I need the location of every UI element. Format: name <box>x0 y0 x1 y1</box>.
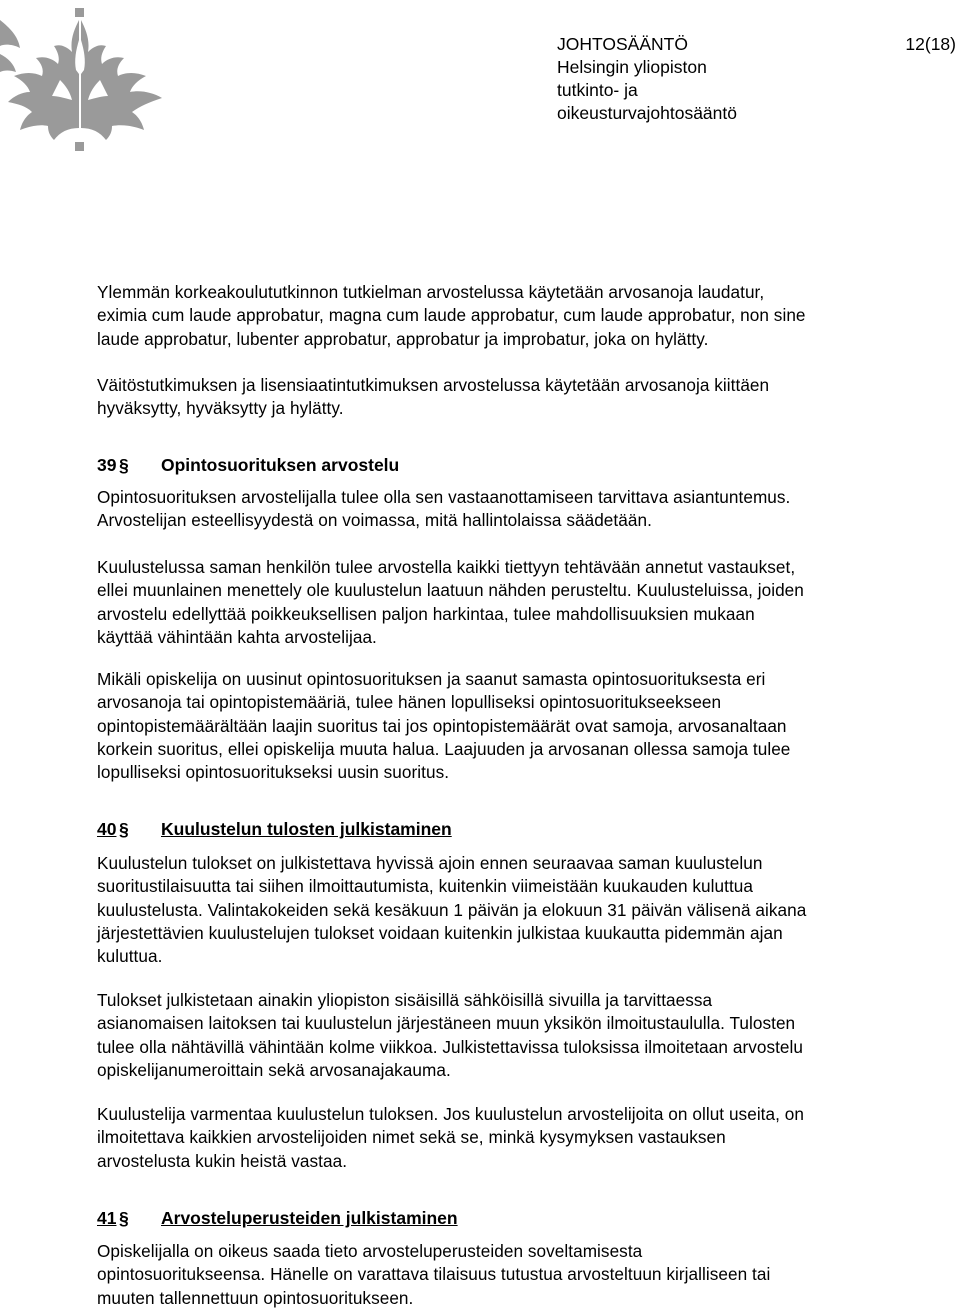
paragraph-examiner-verification: Kuulustelija varmentaa kuulustelun tuloksen. Jos kuulustelun arvostelijoita on ollut useita, on ilmoitettava kaikkien arvostelijoiden nimet sekä se, minkä kysymyksen vastauksen arvostelusta kukin heistä vastaa. <box>97 1104 804 1171</box>
page-number: 12(18) <box>905 34 956 54</box>
paragraph-grades-dissertation: Väitöstutkimuksen ja lisensiaatintutkimuksen arvostelussa käytetään arvosanoja kiittäen hyväksytty, hyväksytty ja hylätty. <box>97 375 770 419</box>
section-number: 40 <box>97 819 117 839</box>
section-sign: § <box>119 455 129 475</box>
section-title: Kuulustelun tulosten julkistaminen <box>161 819 452 839</box>
section-title: Arvosteluperusteiden julkistaminen <box>161 1208 458 1228</box>
paragraph-same-examiner: Kuulustelussa saman henkilön tulee arvostella kaikki tiettyyn tehtävään annetut vastaukset, ellei muunlainen menettely ole kuulustelun laatuun nähden perusteltu. Kuulusteluissa, joiden arvostelu edellyttää poikkeuksellisen paljon harkintaa, tulee mahdollisuuksien mukaan käyttää vähintään kahta arvostelijaa. <box>97 557 804 647</box>
document-name-line-1: tutkinto- ja <box>557 80 638 100</box>
document-name-line-2: oikeusturvajohtosääntö <box>557 103 737 123</box>
section-sign: § <box>119 1208 129 1228</box>
section-number: 39 <box>97 455 117 475</box>
university-flame-logo-icon <box>0 0 170 160</box>
section-number: 41 <box>97 1208 117 1228</box>
paragraph-grades-thesis: Ylemmän korkeakoulututkinnon tutkielman arvostelussa käytetään arvosanoja laudatur, eximia cum laude approbatur, magna cum laude approbatur, cum laude approbatur, non sine laude approbatur, lubenter approbatur, approbatur ja improbatur, joka on hylätty. <box>97 282 806 349</box>
organization-name: Helsingin yliopiston <box>557 57 707 77</box>
paragraph-results-location: Tulokset julkistetaan ainakin yliopiston sisäisillä sähköisillä sivuilla ja tarvittaessa asianomaisen laitoksen tai kuulustelun järjestäneen muun yksikön ilmoitustaululla. Tulosten tulee olla nähtävillä vähintään kolme viikkoa. Julkistettavissa tuloksissa ilmoitetaan arvostelu opiskelijanumeroittain sekä arvosanajakauma. <box>97 990 804 1080</box>
paragraph-examiner-expertise: Opintosuorituksen arvostelijalla tulee olla sen vastaanottamiseen tarvittava asiantuntemus. Arvostelijan esteellisyydestä on voimassa, mitä hallintolaissa säädetään. <box>97 487 791 531</box>
section-title: Opintosuorituksen arvostelu <box>161 455 400 475</box>
paragraph-grading-criteria: Opiskelijalla on oikeus saada tieto arvosteluperusteiden soveltamisesta opintosuoritukseensa. Hänelle on varattava tilaisuus tutustua arvosteltuun kirjalliseen tai muuten tallennettuun opintosuoritukseen. <box>97 1241 771 1308</box>
paragraph-retaken-course: Mikäli opiskelija on uusinut opintosuorituksen ja saanut samasta opintosuorituksesta eri arvosanoja tai opintopistemääriä, tulee hänen lopulliseksi opintosuoritukseekseen opintopistemäärältään laajin suoritus tai jos opintopistemäärät ovat samoja, arvosanaltaan korkein suoritus, ellei opiskelija muuta halua. Laajuuden ja arvosanan ollessa samoja tulee lopulliseksi opintosuoritukseksi uusin suoritus. <box>97 669 791 783</box>
section-sign: § <box>119 819 129 839</box>
paragraph-results-publication: Kuulustelun tulokset on julkistettava hyvissä ajoin ennen seuraavaa saman kuulustelun suoritustilaisuutta tai siihen ilmoittautumista, kuitenkin viimeistään kuukauden kuluttua kuulustelusta. Valintakokeiden sekä kesäkuun 1 päivän ja elokuun 31 päivän välisenä aikana järjestettävien kuulustelujen tulokset voidaan kuitenkin julkistaa kuukautta pidemmän ajan kuluttua. <box>97 853 807 967</box>
document-type: JOHTOSÄÄNTÖ <box>557 34 688 54</box>
